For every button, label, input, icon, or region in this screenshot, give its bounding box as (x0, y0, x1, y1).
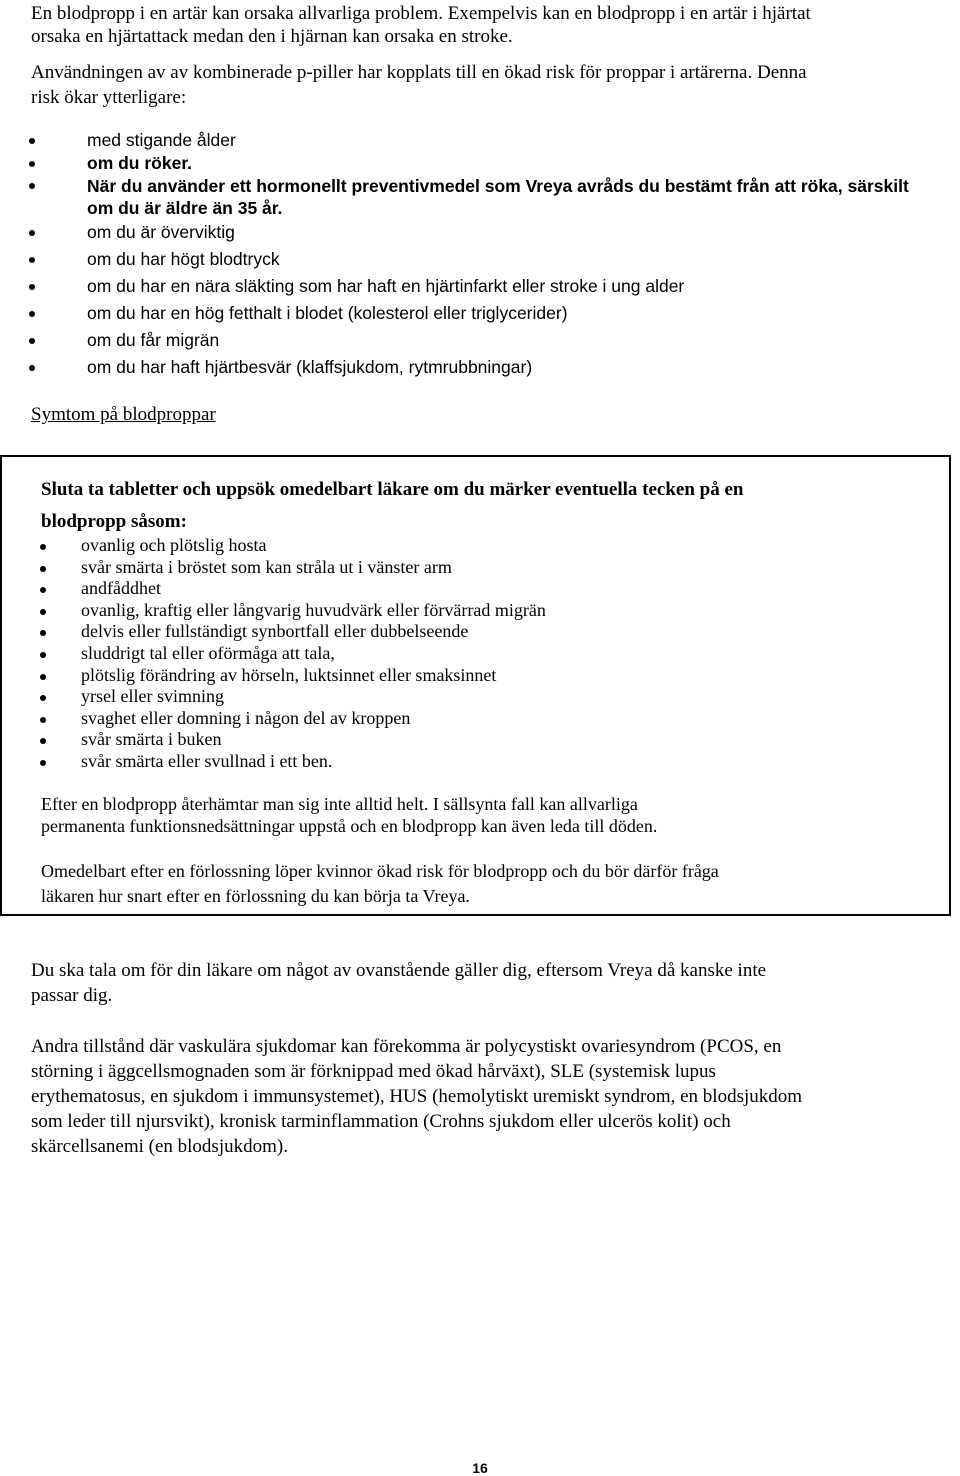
bullet-icon (29, 284, 35, 290)
symptom-list (40, 535, 920, 773)
list-item: om du har en hög fetthalt i blodet (kolesterol eller triglycerider) (29, 302, 909, 329)
list-item: med stigande ålder (29, 129, 909, 152)
bullet-icon (29, 311, 35, 317)
bullet-icon (29, 138, 35, 144)
postpartum-line-2: läkaren hur snart efter en förlossning du kan börja ta Vreya. (41, 886, 470, 906)
bullet-icon (40, 587, 46, 593)
bullet-icon (29, 365, 35, 371)
intro-line-2: orsaka en hjärtattack medan den i hjärnan kan orsaka en stroke. (31, 26, 513, 47)
advice-line-2: passar dig. (31, 984, 113, 1006)
warning-heading (41, 474, 931, 538)
list-item: om du har haft hjärtbesvär (klaffsjukdom, rytmrubbningar) (29, 356, 909, 383)
warning-heading-line-2: blodpropp såsom: (41, 511, 187, 532)
risk-line-2: risk ökar ytterligare: (31, 86, 187, 108)
page-number: 16 (472, 1460, 488, 1476)
bullet-icon (40, 652, 46, 658)
other-conditions-line-2: störning i äggcellsmognaden som är förknippad med ökad hårväxt), SLE (systemisk lupus (31, 1061, 716, 1082)
list-item: delvis eller fullständigt synbortfall eller dubbelseende (40, 621, 920, 643)
list-item: yrsel eller svimning (40, 686, 920, 708)
other-conditions-line-4: som leder till njursvikt), kronisk tarminflammation (Crohns sjukdom eller ulcerös kolit) och (31, 1111, 731, 1132)
bullet-icon (40, 717, 46, 723)
risk-paragraph (31, 61, 931, 110)
list-item: svår smärta i buken (40, 729, 920, 751)
list-item: om du får migrän (29, 329, 909, 356)
other-conditions-line-5: skärcellsanemi (en blodsjukdom). (31, 1136, 288, 1157)
intro-line-1: En blodpropp i en artär kan orsaka allvarliga problem. Exempelvis kan en blodpropp i en artär i hjärtat (31, 3, 811, 24)
recovery-paragraph (41, 793, 931, 837)
bullet-icon (40, 695, 46, 701)
list-item: svaghet eller domning i någon del av kroppen (40, 708, 920, 730)
list-item: plötslig förändring av hörseln, luktsinnet eller smaksinnet (40, 665, 920, 687)
list-item: om du har högt blodtryck (29, 248, 909, 275)
list-item: ovanlig, kraftig eller långvarig huvudvärk eller förvärrad migrän (40, 600, 920, 622)
bullet-icon (29, 338, 35, 344)
other-conditions-paragraph (31, 1034, 931, 1159)
warning-heading-line-1: Sluta ta tabletter och uppsök omedelbart läkare om du märker eventuella tecken på en (41, 479, 744, 500)
list-item: om du har en nära släkting som har haft en hjärtinfarkt eller stroke i ung alder (29, 275, 909, 302)
bullet-icon (40, 760, 46, 766)
recovery-line-2: permanenta funktionsnedsättningar uppstå och en blodpropp kan även leda till döden. (41, 816, 658, 836)
list-item: svår smärta eller svullnad i ett ben. (40, 751, 920, 773)
bullet-icon (29, 161, 35, 167)
bullet-icon (40, 544, 46, 550)
bullet-icon (29, 230, 35, 236)
symptoms-heading: Symtom på blodproppar (31, 404, 216, 425)
list-item: ovanlig och plötslig hosta (40, 535, 920, 557)
intro-paragraph (31, 2, 931, 48)
list-item: om du är överviktig (29, 221, 909, 248)
postpartum-paragraph (41, 859, 931, 909)
list-item: om du röker. (29, 152, 909, 175)
bullet-icon (40, 566, 46, 572)
bullet-icon (40, 609, 46, 615)
bullet-icon (40, 630, 46, 636)
bullet-icon (40, 738, 46, 744)
warning-box (0, 455, 951, 916)
list-item: När du använder ett hormonellt preventivmedel som Vreya avråds du bestämt från att röka, särskilt om du är äldre än 35 år. (29, 175, 909, 221)
list-item: sluddrigt tal eller oförmåga att tala, (40, 643, 920, 665)
bullet-icon (40, 674, 46, 680)
list-item: andfåddhet (40, 578, 920, 600)
other-conditions-line-3: erythematosus, en sjukdom i immunsystemet), HUS (hemolytiskt uremiskt syndrom, en blodsjukdom (31, 1086, 803, 1107)
advice-line-1: Du ska tala om för din läkare om något av ovanstående gäller dig, eftersom Vreya då kanske inte (31, 960, 767, 981)
other-conditions-line-1: Andra tillstånd där vaskulära sjukdomar kan förekomma är polycystiskt ovariesyndrom (PCOS, en (31, 1036, 782, 1057)
risk-factor-list (29, 129, 909, 383)
risk-line-1: Användningen av av kombinerade p-piller har kopplats till en ökad risk för proppar i artärerna. Denna (31, 62, 807, 83)
list-item: svår smärta i bröstet som kan stråla ut i vänster arm (40, 557, 920, 579)
bullet-icon (29, 183, 35, 189)
advice-paragraph (31, 959, 931, 1008)
recovery-line-1: Efter en blodpropp återhämtar man sig inte alltid helt. I sällsynta fall kan allvarliga (41, 794, 638, 814)
bullet-icon (29, 257, 35, 263)
postpartum-line-1: Omedelbart efter en förlossning löper kvinnor ökad risk för blodpropp och du bör därför fråga (41, 861, 719, 881)
